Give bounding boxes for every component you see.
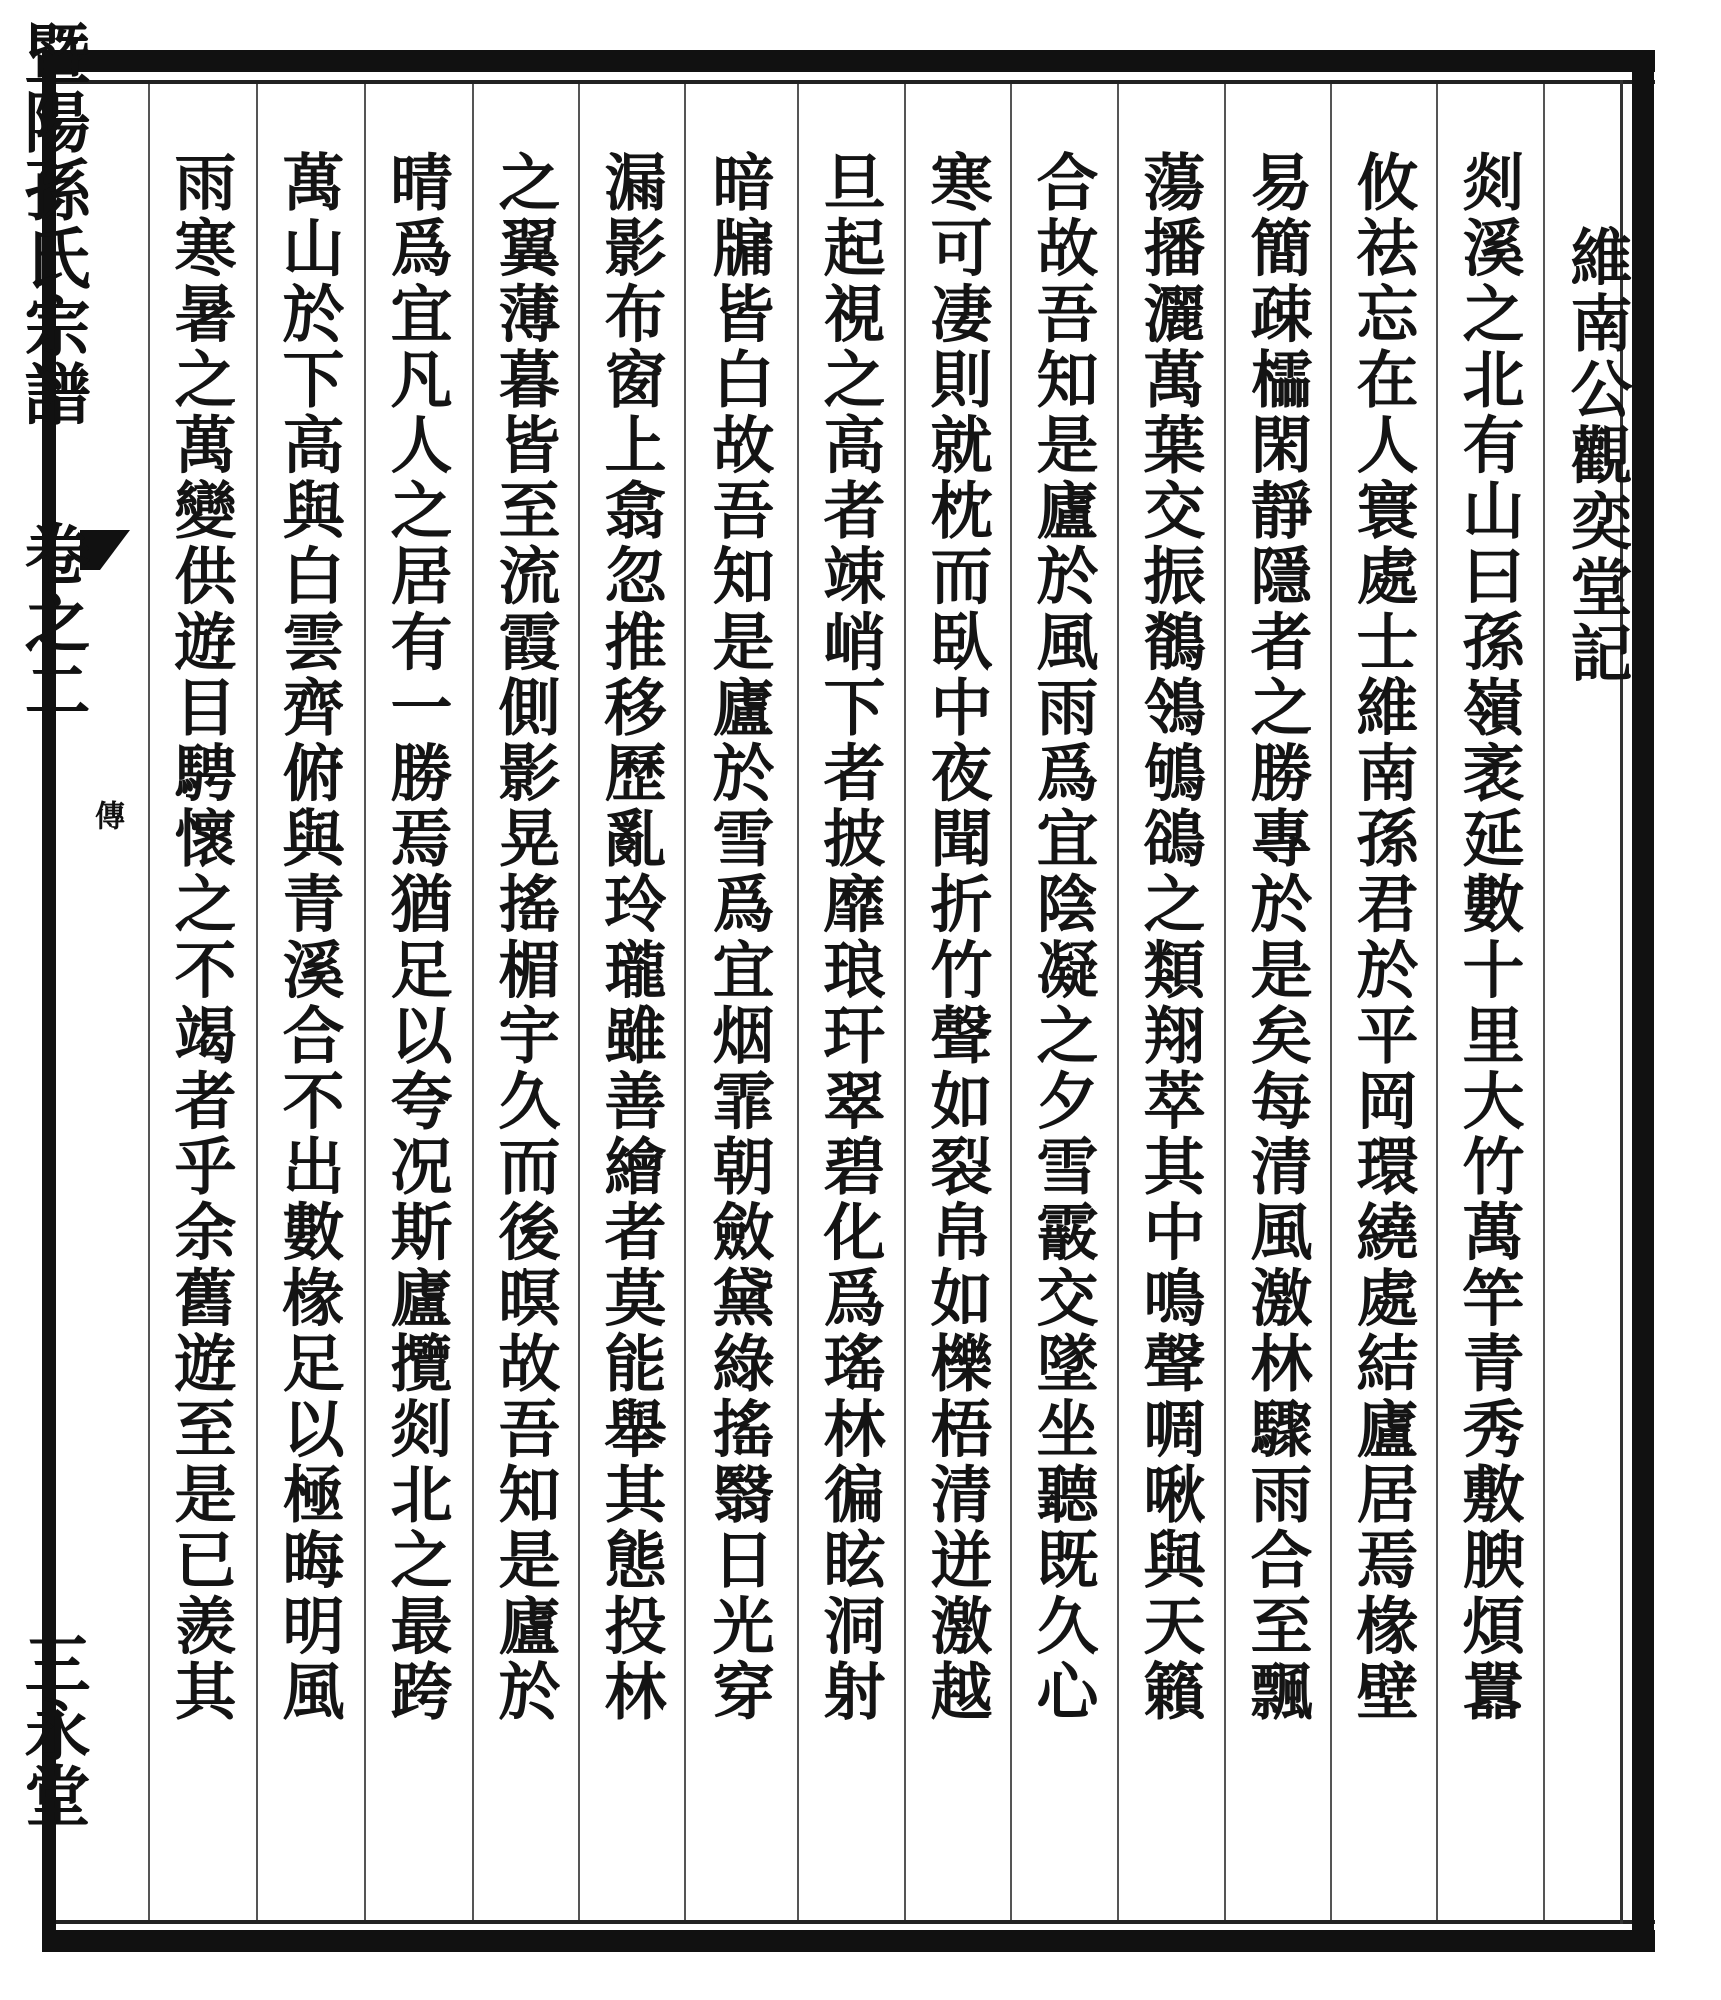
margin-hall-name: 三永堂 [13, 1630, 91, 1828]
article-title: 維南公觀奕堂記 [1560, 225, 1633, 687]
margin-volume: 卷之二 [13, 520, 91, 724]
text-column-5: 合故吾知是廬於風雨爲宜陰凝之夕雪霰交墜坐聽既久心 [1026, 150, 1099, 1725]
bottom-inner-rule [42, 1920, 1655, 1924]
top-inner-rule [42, 80, 1655, 84]
text-column-3: 易簡疎櫺閑靜隱者之勝專於是矣每清風激林驟雨合至飄 [1240, 150, 1313, 1725]
text-column-12: 萬山於下高與白雲齊俯與青溪合不出數椽足以極晦明風 [272, 150, 345, 1725]
text-column-9: 漏影布窗上翕忽推移歷亂玲瓏雖善繪者莫能舉其態投林 [594, 150, 667, 1725]
text-column-10: 之翼薄暮皆至流霞側影晃搖楣宇久而後暝故吾知是廬於 [488, 150, 561, 1725]
text-column-1: 剡溪之北有山曰孫嶺袤延數十里大竹萬竿青秀敷腴煩囂 [1452, 150, 1525, 1725]
margin-book-title: 暨陽孫氏宗譜 [13, 20, 91, 428]
text-column-11: 晴爲宜凡人之居有一勝焉猶足以夸况斯廬攬剡北之最跨 [380, 150, 453, 1725]
column-rule [1543, 84, 1545, 1920]
text-column-6: 寒可凄則就枕而臥中夜聞折竹聲如裂帛如櫟梧清迸激越 [920, 150, 993, 1725]
text-column-4: 蕩播灑萬葉交振鶺鴒鴝鵒之類翔萃其中鳴聲啁啾與天籟 [1133, 150, 1206, 1725]
bottom-border [42, 1930, 1655, 1952]
margin-section: 傳 [89, 800, 124, 830]
column-rule [684, 84, 686, 1920]
text-column-2: 攸祛忘在人寰處士維南孫君於平岡環繞處結廬居焉椽壁 [1346, 150, 1419, 1725]
text-column-13: 雨寒暑之萬變供遊目騁懷之不竭者乎余舊遊至是已羨其 [164, 150, 237, 1725]
text-column-7: 旦起視之高者竦峭下者披靡琅玕翠碧化爲瑤林徧眩洞射 [813, 150, 886, 1725]
top-border [42, 50, 1655, 72]
text-column-8: 暗牖皆白故吾知是廬於雪爲宜烟霏朝斂黛綠搖翳日光穿 [702, 150, 775, 1725]
